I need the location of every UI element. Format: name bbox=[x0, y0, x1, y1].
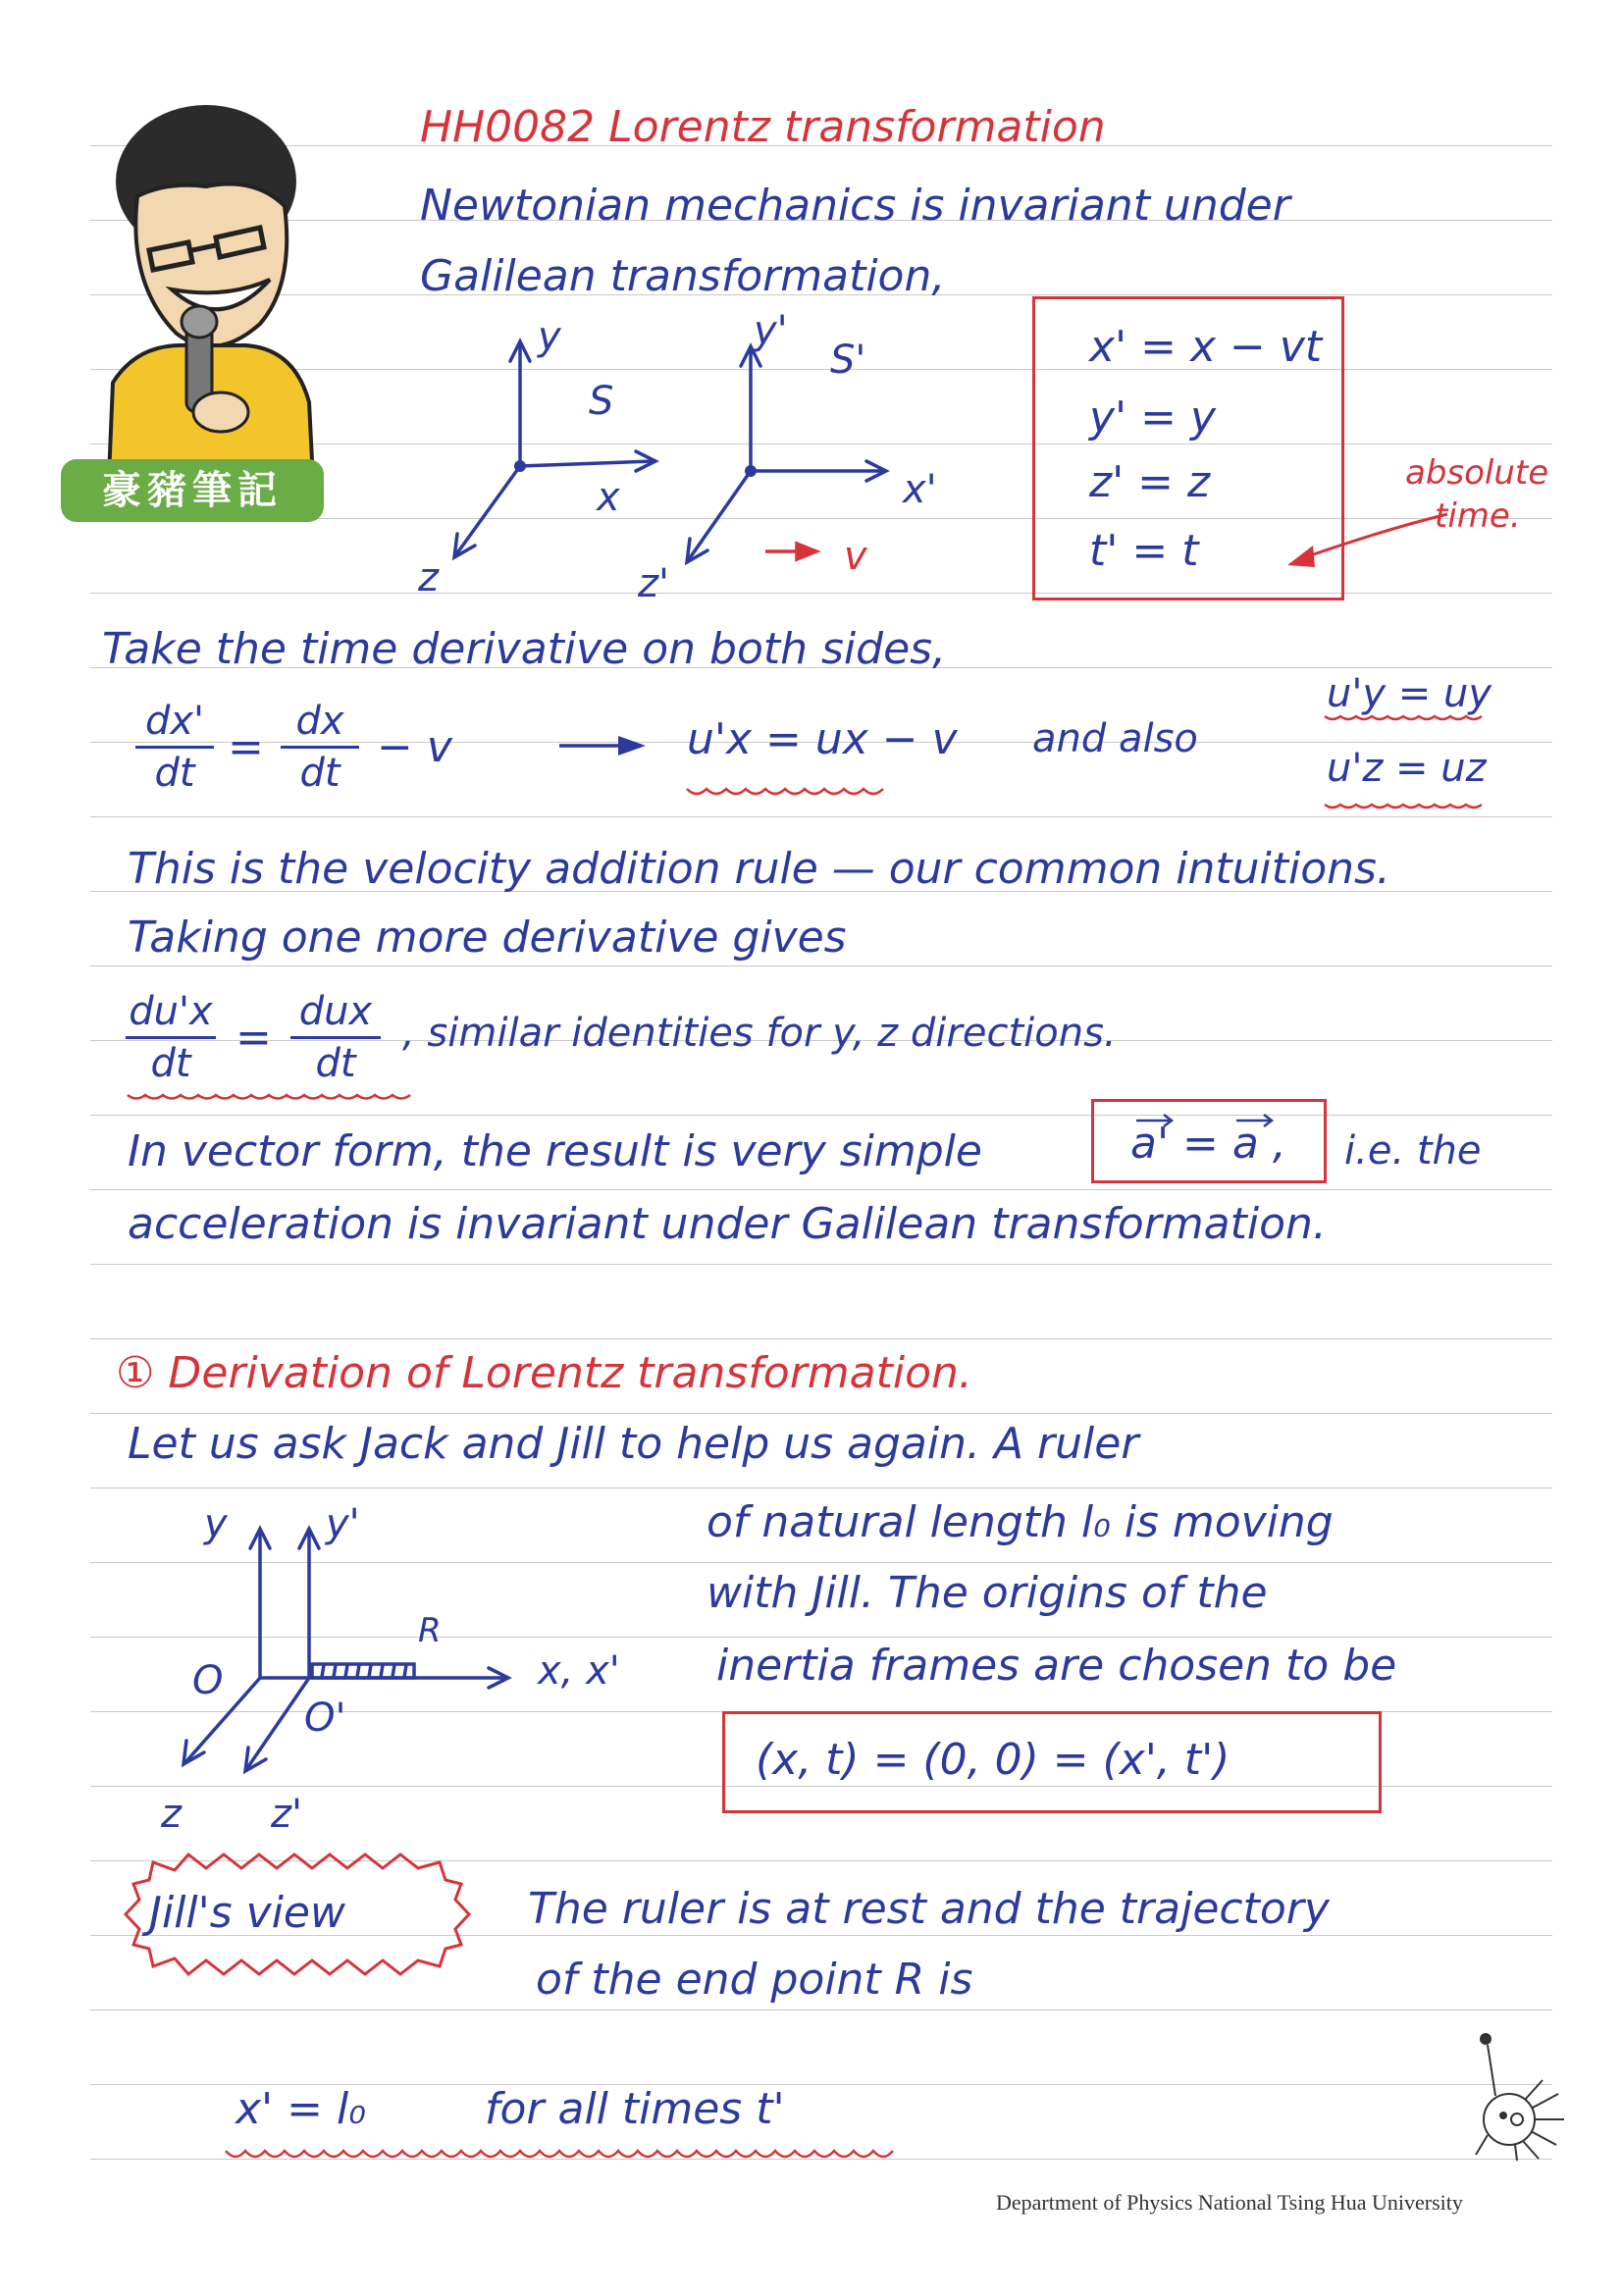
jack-jill-line1: Let us ask Jack and Jill to help us again. A ruler bbox=[128, 1419, 1139, 1469]
axis-label-x: x bbox=[597, 475, 620, 520]
ruler-frames-diagram bbox=[167, 1511, 530, 1796]
frame-label-S: S bbox=[589, 379, 614, 424]
jills-view-line2: of the end point R is bbox=[536, 1955, 973, 2005]
fraction-numerator: dx' bbox=[144, 699, 205, 744]
frame-label-S-prime: S' bbox=[830, 338, 866, 383]
fraction-dux-dt bbox=[290, 989, 381, 1086]
axis-label-y-prime: y' bbox=[326, 1501, 360, 1546]
axis-label-z-prime: z' bbox=[271, 1792, 302, 1837]
axis-label-y: y bbox=[204, 1501, 228, 1546]
axis-label-z-prime: z' bbox=[638, 561, 669, 606]
vector-arrows-icon bbox=[1130, 1109, 1307, 1128]
axis-label-y-prime: y' bbox=[754, 308, 788, 353]
velocity-result-eq: u'x = ux − v bbox=[687, 714, 958, 764]
fraction-denominator: dt bbox=[154, 751, 195, 796]
transform-eq-y: y' = y bbox=[1089, 392, 1217, 443]
fraction-numerator: du'x bbox=[129, 989, 213, 1034]
absolute-time-note-line1: absolute bbox=[1405, 453, 1549, 493]
minus-v: − v bbox=[377, 722, 452, 772]
footer-affiliation: Department of Physics National Tsing Hua University bbox=[996, 2190, 1463, 2215]
origin-condition: (x, t) = (0, 0) = (x', t') bbox=[756, 1735, 1230, 1785]
section-heading: ① Derivation of Lorentz transformation. bbox=[116, 1348, 972, 1398]
origin-label-O-prime: O' bbox=[304, 1696, 346, 1741]
transform-eq-x: x' = x − vt bbox=[1089, 322, 1323, 372]
porcupine-doodle-icon bbox=[1448, 2025, 1576, 2163]
transform-eq-z: z' = z bbox=[1089, 457, 1211, 507]
intro-line-1: Newtonian mechanics is invariant under bbox=[420, 181, 1290, 231]
velocity-label-v: v bbox=[844, 534, 867, 579]
fraction-denominator: dt bbox=[150, 1041, 191, 1086]
uy-identity: u'y = uy bbox=[1327, 671, 1492, 716]
jack-jill-line2: of natural length l₀ is moving bbox=[707, 1497, 1334, 1547]
origin-label-O: O bbox=[192, 1658, 224, 1703]
equals-sign: = bbox=[228, 722, 264, 772]
axis-label-y: y bbox=[538, 314, 561, 359]
fraction-duxprime-dt bbox=[126, 989, 216, 1086]
final-eq-lhs: x' = l₀ bbox=[236, 2084, 366, 2134]
accel-identity-comment: , similar identities for y, z directions. bbox=[402, 1011, 1117, 1056]
transform-eq-t: t' = t bbox=[1089, 526, 1199, 576]
jills-view-label: Jill's view bbox=[149, 1888, 345, 1938]
fraction-numerator: dx bbox=[295, 699, 344, 744]
acceleration-equality: a' = a , bbox=[1130, 1119, 1286, 1169]
velocity-rule-line1: This is the velocity addition rule — our common intuitions. bbox=[128, 844, 1390, 894]
axis-label-x-prime: x' bbox=[903, 467, 937, 512]
vector-form-line1: In vector form, the result is very simple bbox=[128, 1126, 982, 1176]
time-derivative-intro: Take the time derivative on both sides, bbox=[102, 624, 947, 674]
uz-identity: u'z = uz bbox=[1327, 746, 1487, 791]
vector-form-line2: acceleration is invariant under Galilean transformation. bbox=[128, 1199, 1327, 1249]
axis-label-z: z bbox=[161, 1792, 182, 1837]
final-eq-rhs: for all times t' bbox=[485, 2084, 785, 2134]
and-also-text: and also bbox=[1032, 716, 1198, 761]
axis-label-x-xprime: x, x' bbox=[538, 1648, 620, 1694]
fraction-numerator: dux bbox=[298, 989, 373, 1034]
equals-sign: = bbox=[236, 1013, 272, 1063]
ruler-end-label-R: R bbox=[418, 1611, 442, 1650]
jills-view-line1: The ruler is at rest and the trajectory bbox=[528, 1884, 1330, 1934]
page-title: HH0082 Lorentz transformation bbox=[420, 102, 1106, 152]
absolute-time-note-line2: time. bbox=[1435, 496, 1521, 536]
intro-line-2: Galilean transformation, bbox=[420, 251, 946, 301]
fraction-denominator: dt bbox=[299, 751, 340, 796]
axis-label-z: z bbox=[418, 555, 439, 600]
velocity-rule-line2: Taking one more derivative gives bbox=[128, 913, 847, 963]
jack-jill-line4: inertia frames are chosen to be bbox=[716, 1641, 1397, 1691]
fraction-denominator: dt bbox=[315, 1041, 356, 1086]
logo-text: 豪豬筆記 bbox=[102, 468, 283, 513]
jack-jill-line3: with Jill. The origins of the bbox=[707, 1568, 1268, 1618]
ie-text: i.e. the bbox=[1344, 1128, 1482, 1174]
